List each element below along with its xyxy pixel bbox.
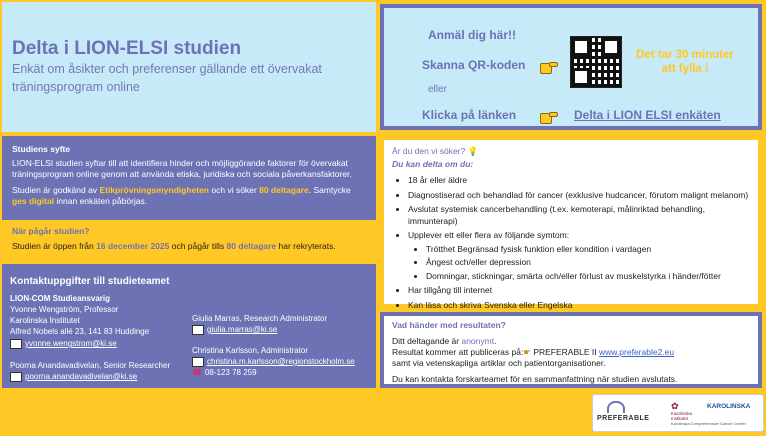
lightbulb-icon: 💡 [467, 146, 479, 156]
contact-name-1: Yvonne Wengström, Professor [10, 305, 119, 314]
mail-icon [10, 372, 22, 382]
list-item: • Upplever ett eller flera av följande symtom: • Trötthet Begränsad fysisk funktion eller kondition i vardagen • Ångest och/eller depression • Domningar, stickningar, smärta och/eller förlust av muskelstyrka i händer/fötter [408, 230, 750, 282]
purpose-panel [2, 136, 376, 220]
contact-phone[interactable]: ☎ 08-123 78 259 [192, 368, 257, 377]
results-line-2: Resultat kommer att publiceras på:☛ PREFERABLE II www.preferable2.eu [392, 347, 675, 357]
results-line-3: samt via vetenskapliga artiklar och patientorganisationer. [392, 358, 606, 368]
contact-org: LION-COM Studieansvarig [10, 294, 111, 303]
list-item: • Avslutat systemisk cancerbehandling (t.ex. kemoterapi, målinriktad behandling, immunterapi) [408, 204, 750, 227]
results-line-1: Ditt deltagande är anonymt. [392, 336, 497, 346]
contact-email-3[interactable]: giulia.marras@ki.se [192, 325, 277, 336]
scan-qr-label: Skanna QR-koden [422, 58, 526, 72]
symptom-list [408, 244, 750, 283]
pointing-hand-icon: ☛ [523, 347, 531, 357]
purpose-text: LION-ELSI studien syftar till att identifiera hinder och möjliggörande faktorer för övervakat träningsprogram online genom att använda etiska, juridiska och sociala påverkansfaktorer. [12, 158, 352, 179]
list-item: • Har tillgång till internet [408, 285, 750, 297]
timeline-panel [2, 220, 376, 262]
click-link-label: Klicka på länken [422, 108, 517, 122]
timeline-text: Studien är öppen från 16 december 2025 och pågår tills 80 deltagare har rekryterats. [12, 241, 336, 251]
contact-address: Alfred Nobels allé 23, 141 83 Huddinge [10, 327, 150, 336]
mail-icon [192, 357, 204, 367]
eligibility-panel [380, 136, 762, 308]
list-item: • 18 år eller äldre [408, 175, 750, 187]
eligibility-list [392, 175, 750, 311]
contact-email-2[interactable]: poorna.anandavadivelan@ki.se [10, 372, 137, 383]
phone-icon: ☎ [192, 368, 202, 377]
survey-link[interactable]: Delta i LION ELSI enkäten [574, 108, 721, 122]
results-heading: Vad händer med resultaten? [392, 320, 506, 330]
page-title: Delta i LION-ELSI studien [12, 38, 242, 59]
cccc-logo-text: Karolinska Comprehensive Cancer Center [671, 421, 746, 426]
eligibility-question: Är du den vi söker? 💡 [392, 146, 479, 156]
contact-name-4: Christina Karlsson, Administrator [192, 346, 309, 355]
header-panel [2, 2, 376, 132]
list-item: • Domningar, stickningar, smärta och/eller förlust av muskelstyrka i händer/fötter [426, 271, 750, 283]
contact-name-2: Poorna Anandavadivelan, Senior Researcher [10, 361, 171, 370]
approval-text: Studien är godkänd av Etikprövningsmyndigheten och vi söker 80 deltagare. Samtycke ges digital innan enkäten påbörjas. [12, 185, 351, 206]
page-subtitle: Enkät om åsikter och preferenser gällande ett övervakat träningsprogram online [12, 62, 322, 94]
signup-panel [380, 4, 762, 130]
pointing-hand-icon [540, 110, 556, 122]
list-item: • Kan läsa och skriva Svenska eller Engelska [408, 300, 750, 312]
eligibility-intro: Du kan delta om du: [392, 159, 474, 169]
contact-institute: Karolinska Institutet [10, 316, 80, 325]
qr-code[interactable] [570, 36, 622, 88]
mail-icon [192, 325, 204, 335]
mail-icon [10, 339, 22, 349]
contact-panel [2, 264, 376, 388]
timeline-heading: När pågår studien? [12, 226, 90, 236]
contact-heading: Kontaktuppgifter till studieteamet [10, 276, 170, 287]
contact-email-4[interactable]: christina.m.karlsson@regionstockholm.se [192, 357, 355, 368]
list-item: • Ångest och/eller depression [426, 257, 750, 269]
contact-email-1[interactable]: yvonne.wengstrom@ki.se [10, 339, 117, 350]
list-item: • Trötthet Begränsad fysisk funktion eller kondition i vardagen [426, 244, 750, 256]
contact-name-3: Giulia Marras, Research Administrator [192, 314, 328, 323]
logos-strip [592, 394, 764, 432]
footer [0, 388, 766, 436]
purpose-heading: Studiens syfte [12, 144, 71, 154]
pointing-hand-icon [540, 60, 556, 72]
or-label: eller [428, 84, 447, 95]
results-line-4: Du kan kontakta forskarteamet för en sammanfattning när studien avslutats. [392, 374, 678, 384]
results-panel [380, 312, 762, 388]
list-item: • Diagnostiserad och behandlad för cancer (exklusive hudcancer, förutom malignt melanom) [408, 190, 750, 202]
duration-note: Det tar 30 minuter att fylla i [636, 49, 734, 75]
preferable-link[interactable]: www.preferable2.eu [599, 347, 675, 357]
ki-logo: ✿ Karolinska Institutet [671, 401, 693, 421]
register-heading: Anmäl dig här!! [428, 28, 517, 42]
preferable-logo: PREFERABLE [597, 399, 667, 427]
karolinska-logo: KAROLINSKA [707, 403, 751, 410]
